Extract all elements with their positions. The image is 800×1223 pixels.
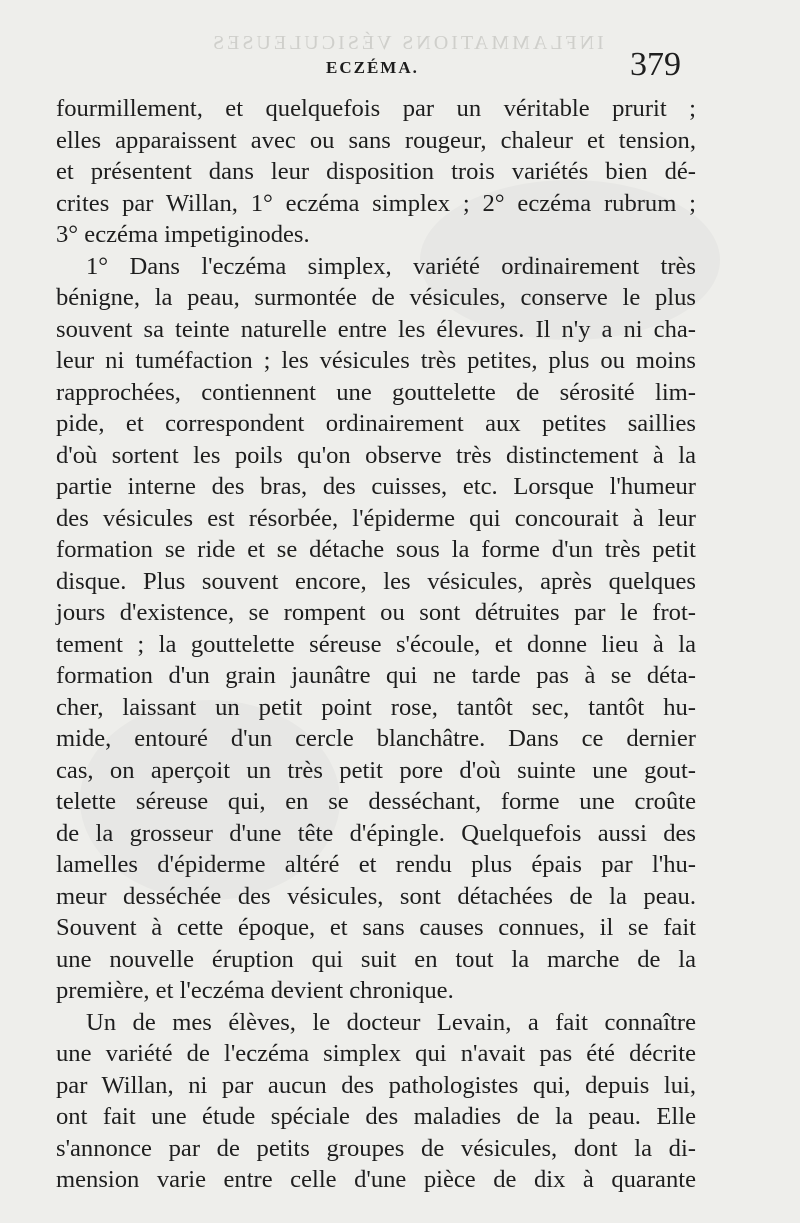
text-line: leur ni tuméfaction ; les vésicules très petites, plus ou moins — [56, 347, 696, 374]
text-line: mension varie entre celle d'une pièce de dix à quarante — [56, 1166, 696, 1193]
text-line: elles apparaissent avec ou sans rougeur, chaleur et tension, — [56, 126, 696, 154]
text-line: crites par Willan, 1° eczéma simplex ; 2° eczéma rubrum ; — [56, 189, 696, 217]
text-line: formation d'un grain jaunâtre qui ne tarde pas à se déta- — [56, 662, 696, 689]
text-line: telette séreuse qui, en se desséchant, forme une croûte — [56, 788, 696, 815]
text-line: et présentent dans leur disposition trois variétés bien dé- — [56, 158, 696, 185]
text-line: d'où sortent les poils qu'on observe très distinctement à la — [56, 441, 696, 469]
text-line: souvent sa teinte naturelle entre les élevures. Il n'y a ni cha- — [56, 315, 696, 343]
text-line: bénigne, la peau, surmontée de vésicules, conserve le plus — [56, 284, 696, 311]
text-line: 3° eczéma impetiginodes. — [56, 221, 310, 248]
text-line: disque. Plus souvent encore, les vésicules, après quelques — [56, 567, 696, 595]
text-line: une variété de l'eczéma simplex qui n'avait pas été décrite — [56, 1040, 696, 1067]
text-line: première, et l'eczéma devient chronique. — [56, 977, 454, 1004]
text-line: par Willan, ni par aucun des pathologistes qui, depuis lui, — [56, 1071, 696, 1099]
text-line: partie interne des bras, des cuisses, etc. Lorsque l'humeur — [56, 473, 696, 500]
paragraph-start: Un de mes élèves, le docteur Levain, a fait connaître — [86, 1008, 696, 1036]
text-line: meur desséchée des vésicules, sont détachées de la peau. — [56, 882, 696, 910]
text-line: lamelles d'épiderme altéré et rendu plus épais par l'hu- — [56, 851, 696, 878]
text-line: fourmillement, et quelquefois par un véritable prurit ; — [56, 95, 696, 122]
text-line: Souvent à cette époque, et sans causes connues, il se fait — [56, 914, 696, 941]
text-line: tement ; la gouttelette séreuse s'écoule, et donne lieu à la — [56, 630, 696, 658]
text-line: jours d'existence, se rompent ou sont détruites par le frot- — [56, 599, 696, 626]
text-line: cas, on aperçoit un très petit pore d'où suinte une gout- — [56, 756, 696, 784]
text-line: formation se ride et se détache sous la forme d'un très petit — [56, 536, 696, 563]
text-line: une nouvelle éruption qui suit en tout la marche de la — [56, 945, 696, 973]
paragraph-start: 1° Dans l'eczéma simplex, variété ordinairement très — [86, 252, 696, 280]
text-line: s'annonce par de petits groupes de vésicules, dont la di- — [56, 1134, 696, 1162]
text-line: des vésicules est résorbée, l'épiderme qui concourait à leur — [56, 504, 696, 532]
text-line: de la grosseur d'une tête d'épingle. Quelquefois aussi des — [56, 819, 696, 847]
text-line: mide, entouré d'un cercle blanchâtre. Dans ce dernier — [56, 725, 696, 752]
running-head: ECZÉMA. — [326, 58, 419, 77]
text-line: rapprochées, contiennent une gouttelette de sérosité lim- — [56, 378, 696, 406]
page-number: 379 — [630, 46, 681, 83]
text-line: pide, et correspondent ordinairement aux petites saillies — [56, 410, 696, 437]
text-line: cher, laissant un petit point rose, tantôt sec, tantôt hu- — [56, 693, 696, 721]
bleed-through-text: INFLAMMATIONS VÉSICULEUSES — [210, 32, 604, 54]
body-text — [56, 93, 696, 1196]
text-line: ont fait une étude spéciale des maladies de la peau. Elle — [56, 1103, 696, 1130]
